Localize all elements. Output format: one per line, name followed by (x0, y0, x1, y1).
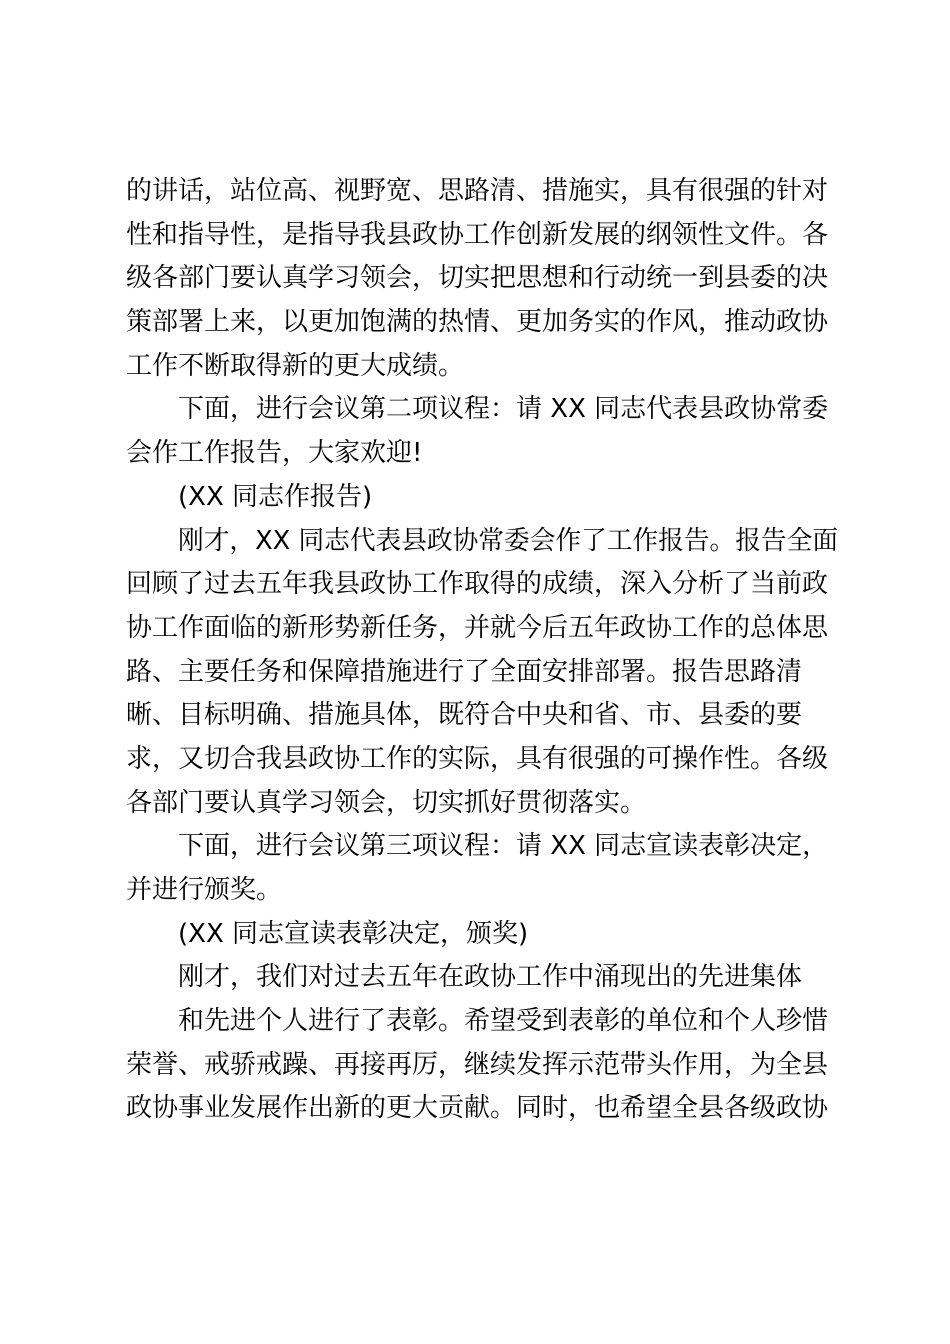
text-line: 工作不断取得新的更大成绩。 (126, 350, 465, 381)
text-line: 策部署上来，以更加饱满的热情、更加务实的作风，推动政协 (126, 307, 829, 338)
text-line: 级各部门要认真学习领会，切实把思想和行动统一到县委的决 (126, 263, 829, 294)
text-line: 下面，进行会议第三项议程：请 XX 同志宣读表彰决定， (178, 831, 829, 862)
text-line: 协工作面临的新形势新任务，并就今后五年政协工作的总体思 (126, 612, 829, 643)
text-line: 刚才，XX 同志代表县政协常委会作了工作报告。报告全面 (178, 525, 838, 556)
text-line: 政协事业发展作出新的更大贡献。同时，也希望全县各级政协 (126, 1093, 829, 1124)
text-line: 性和指导性，是指导我县政协工作创新发展的纲领性文件。各 (126, 219, 829, 250)
text-line: 和先进个人进行了表彰。希望受到表彰的单位和个人珍惜 (178, 1006, 829, 1037)
text-line: (XX 同志作报告) (178, 481, 373, 512)
text-line: 荣誉、戒骄戒躁、再接再厉，继续发挥示范带头作用，为全县 (126, 1049, 829, 1080)
text-line: 并进行颁奖。 (126, 875, 283, 905)
text-line: (XX 同志宣读表彰决定，颁奖) (178, 918, 529, 949)
body-text (126, 170, 838, 1131)
text-line: 求，又切合我县政协工作的实际，具有很强的可操作性。各级 (126, 743, 829, 774)
text-line: 晰、目标明确、措施具体，既符合中央和省、市、县委的要 (126, 700, 803, 731)
text-line: 的讲话，站位高、视野宽、思路清、措施实，具有很强的针对 (126, 176, 829, 206)
text-line: 回顾了过去五年我县政协工作取得的成绩，深入分析了当前政 (126, 569, 829, 600)
text-line: 下面，进行会议第二项议程：请 XX 同志代表县政协常委 (178, 394, 829, 425)
text-line: 会作工作报告，大家欢迎! (126, 438, 423, 469)
text-line: 刚才，我们对过去五年在政协工作中涌现出的先进集体 (178, 962, 803, 993)
text-line: 路、主要任务和保障措施进行了全面安排部署。报告思路清 (126, 656, 803, 687)
text-line: 各部门要认真学习领会，切实抓好贯彻落实。 (126, 787, 647, 818)
